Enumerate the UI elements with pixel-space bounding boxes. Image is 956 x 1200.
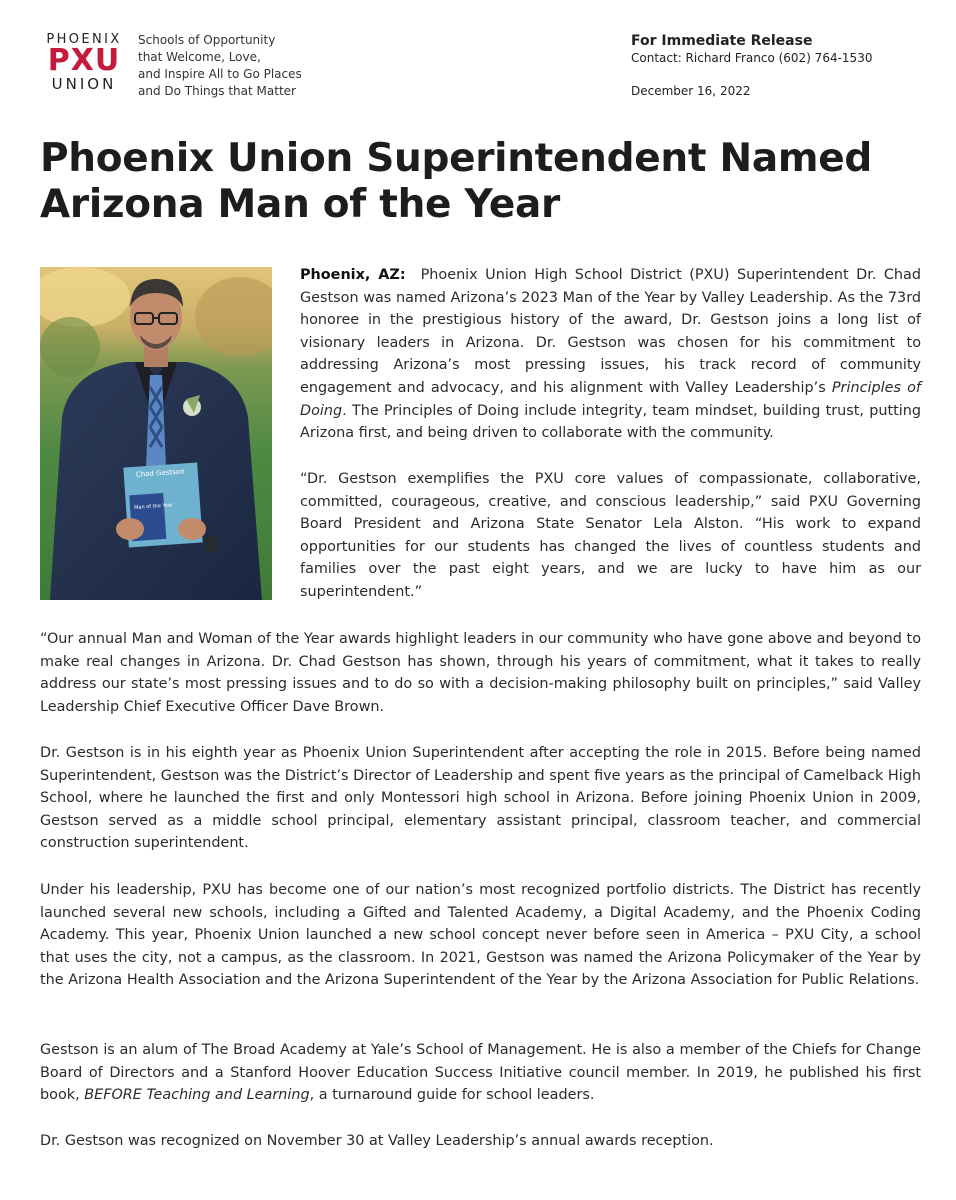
pxu-logo [40,32,128,93]
paragraph-intro [300,264,921,445]
paragraph-quote-alston: “Dr. Gestson exemplifies the PXU core values of compassionate, collaborative, committed, courageous, creative, and conscious leadership,” said PXU Governing Board President and Arizona State Senator Lela Alston. “His work to expand opportunities for our students has changed the lives of countless students and families over the past eight years, and we are lucky to have him as our superintendent.” [300,471,921,600]
headline: Phoenix Union Superintendent Named Arizona Man of the Year [40,136,872,227]
text: Gestson is an alum of The Broad Academy at Yale’s School of Management. He is also a member of the Chiefs for Change Board of Directors and a Stanford Hoover Education Success Initiative council member. In 2019, he published his first book, [40,1042,921,1104]
tagline-line: that Welcome, Love, [138,50,261,64]
text: . The Principles of Doing include integrity, team mindset, building trust, putting Arizona first, and being driven to collaborate with the community. [300,402,921,442]
tagline-line: and Do Things that Matter [138,84,296,98]
logo-union: UNION [51,75,117,93]
superintendent-photo [40,267,272,600]
tagline-line: and Inspire All to Go Places [138,67,302,81]
logo-phoenix: PHOENIX [46,32,122,47]
paragraph-recognition: Dr. Gestson was recognized on November 30 at Valley Leadership’s annual awards reception. [40,1133,714,1149]
tagline-line: Schools of Opportunity [138,33,276,47]
tagline [138,32,302,100]
release-title: For Immediate Release [631,33,813,49]
book-subtitle: Man of the Year [133,502,174,512]
dateline: Phoenix, AZ: [300,267,406,283]
book-title-emphasis: BEFORE Teaching and Learning [84,1087,310,1104]
logo-pxu: PXU [47,43,121,78]
release-contact: Contact: Richard Franco (602) 764-1530 [631,51,873,65]
book-title: Chad Gestson [135,467,185,479]
release-info [631,33,872,100]
text: , a turnaround guide for school leaders. [309,1087,595,1104]
paragraph-background: Dr. Gestson is in his eighth year as Phoenix Union Superintendent after accepting the role in 2015. Before being named Superintendent, Gestson was the District’s Director of Leadership and spent five years as the principal of Camelback High School, where he launched the first and only Montessori high school in Arizona. Before joining Phoenix Union in 2009, Gestson served as a middle school principal, elementary assistant principal, classroom teacher, and commercial construction superintendent. [40,745,921,852]
emphasis: Principles of Doing [300,379,921,419]
paragraph-quote-brown: “Our annual Man and Woman of the Year awards highlight leaders in our community who have gone above and beyond to make real changes in Arizona. Dr. Chad Gestson has shown, through his years of commitment, what it takes to really address our state’s most pressing issues and to do so with a decision-making philosophy built on principles,” said Valley Leadership Chief Executive Officer Dave Brown. [40,631,921,715]
paragraph-leadership: Under his leadership, PXU has become one of our nation’s most recognized portfolio districts. The District has recently launched several new schools, including a Gifted and Talented Academy, a Digital Academy, and the Phoenix Coding Academy. This year, Phoenix Union launched a new school concept never before seen in America – PXU City, a school that uses the city, not a campus, as the classroom. In 2021, Gestson was named the Arizona Policymaker of the Year by the Arizona Health Association and the Arizona Superintendent of the Year by the Arizona Association for Public Relations. [40,882,921,989]
text: Phoenix Union High School District (PXU) Superintendent Dr. Chad Gestson was named Arizona’s 2023 Man of the Year by Valley Leadership. As the 73rd honoree in the prestigious history of the award, Dr. Gestson joins a long list of visionary leaders in Arizona. Dr. Gestson was chosen for his commitment to addressing Arizona’s most pressing issues, his track record of community engagement and advocacy, and his alignment with Valley Leadership’s [300,267,922,396]
release-date: December 16, 2022 [631,84,751,98]
paragraph-education [40,1039,921,1107]
